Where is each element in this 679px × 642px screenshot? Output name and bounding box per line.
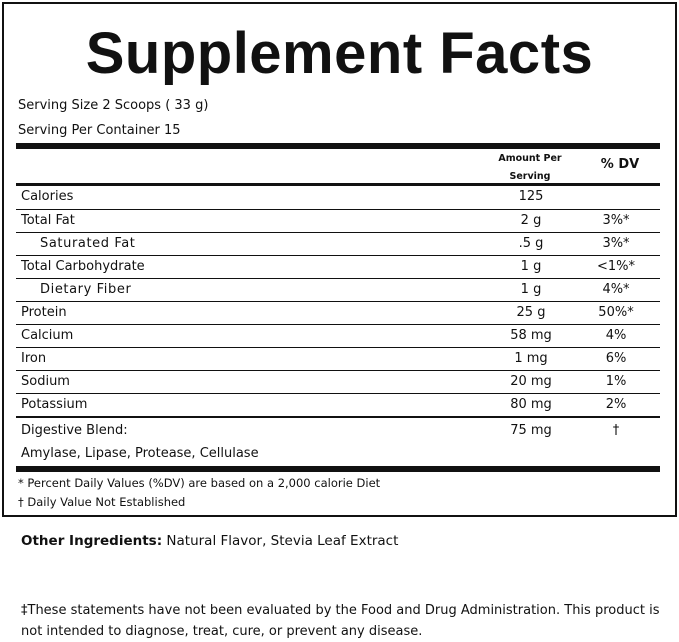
table-row <box>16 324 660 347</box>
servings-per-container: Serving Per Container 15 <box>18 123 181 138</box>
nutrient-name: Potassium <box>21 397 88 412</box>
blend-name: Digestive Blend: <box>21 423 128 438</box>
nutrient-name: Dietary Fiber <box>40 282 132 297</box>
blend-ingredients: Amylase, Lipase, Protease, Cellulase <box>21 446 259 461</box>
serving-size: Serving Size 2 Scoops ( 33 g) <box>18 98 209 113</box>
other-ingredients-value: Natural Flavor, Stevia Leaf Extract <box>162 533 399 549</box>
nutrient-dv: 2% <box>605 397 627 412</box>
thick-divider-top <box>16 143 660 149</box>
other-ingredients <box>21 533 398 549</box>
dv-header: % DV <box>600 157 640 172</box>
table-row <box>16 232 660 255</box>
nutrient-amount: 2 g <box>520 213 542 228</box>
nutrient-dv: 1% <box>605 374 627 389</box>
nutrient-dv: 3%* <box>602 236 630 251</box>
table-row <box>16 370 660 393</box>
blend-divider <box>16 416 660 418</box>
nutrient-dv: <1%* <box>596 259 636 274</box>
nutrient-name: Iron <box>21 351 47 366</box>
nutrient-amount: 58 mg <box>510 328 552 343</box>
nutrient-name: Total Carbohydrate <box>21 259 145 274</box>
footnote-dv: * Percent Daily Values (%DV) are based on a 2,000 calorie Diet <box>18 476 381 490</box>
nutrient-amount: .5 g <box>518 236 544 251</box>
nutrient-amount: 20 mg <box>510 374 552 389</box>
table-row <box>16 209 660 232</box>
nutrient-amount: 1 mg <box>514 351 548 366</box>
other-ingredients-label: Other Ingredients: <box>21 533 163 549</box>
nutrient-amount: 80 mg <box>510 397 552 412</box>
footnote-not-established: † Daily Value Not Established <box>18 495 186 509</box>
thick-divider-bottom <box>16 466 660 472</box>
nutrient-amount: 1 g <box>520 259 542 274</box>
nutrient-dv: 4% <box>605 328 627 343</box>
nutrient-dv: 3%* <box>602 213 630 228</box>
nutrient-name: Sodium <box>21 374 70 389</box>
amount-per-serving-header: Amount Per Serving <box>498 153 562 182</box>
nutrient-dv: 50%* <box>598 305 634 320</box>
table-row <box>16 393 660 416</box>
nutrient-amount: 125 <box>518 189 544 204</box>
table-row <box>16 347 660 370</box>
nutrient-amount: 25 g <box>516 305 546 320</box>
nutrient-name: Total Fat <box>21 213 75 228</box>
table-row <box>16 301 660 324</box>
nutrient-name: Calories <box>21 189 74 204</box>
nutrient-dv: 4%* <box>602 282 630 297</box>
nutrient-name: Calcium <box>21 328 74 343</box>
panel-title: Supplement Facts <box>85 21 594 86</box>
blend-dv: † <box>612 423 620 438</box>
nutrient-name: Protein <box>21 305 67 320</box>
table-row <box>16 278 660 301</box>
fda-disclaimer: ‡These statements have not been evaluated by the Food and Drug Administration. This product is not intended to diagnose, treat, cure, or prevent any disease. <box>21 603 660 639</box>
nutrient-name: Saturated Fat <box>40 236 136 251</box>
table-row <box>16 255 660 278</box>
nutrient-dv: 6% <box>605 351 627 366</box>
table-row <box>16 186 660 208</box>
nutrient-amount: 1 g <box>520 282 542 297</box>
blend-amount: 75 mg <box>510 423 552 438</box>
